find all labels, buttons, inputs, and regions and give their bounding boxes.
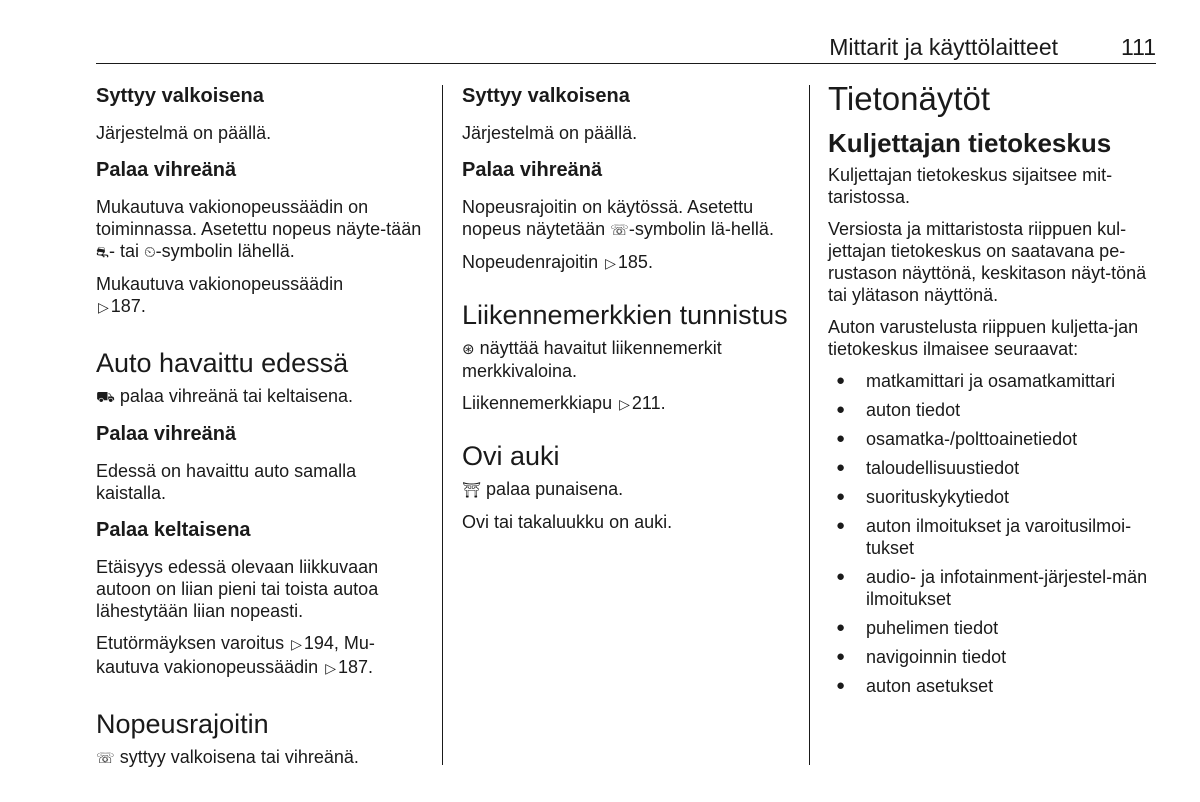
paragraph: Järjestelmä on päällä. (462, 123, 638, 143)
text: Liikennemerkkiapu (462, 393, 613, 413)
section-heading: Nopeusrajoitin (96, 709, 269, 739)
arrow-icon: ▷ (291, 637, 302, 653)
paragraph: Järjestelmä on päällä. (96, 123, 272, 143)
column-1 (96, 84, 426, 779)
subheading: Palaa vihreänä (96, 423, 237, 445)
text: Etutörmäyksen varoitus (96, 633, 285, 653)
paragraph (462, 196, 792, 241)
text: palaa punaisena. (481, 479, 624, 499)
text: 194, Mu-kautuva vakionopeussäädin (96, 633, 375, 677)
section-heading: Auto havaittu edessä (96, 348, 349, 378)
chapter-heading: Tietonäytöt (828, 80, 991, 117)
paragraph (462, 478, 792, 501)
text: -symbolin lä-hellä. (628, 219, 774, 239)
page-reference[interactable]: 187. (337, 657, 374, 677)
text: Mukautuva vakionopeussäädin on toiminnassa. Asetettu nopeus näyte-tään (96, 197, 422, 239)
paragraph: Etäisyys edessä olevaan liikkuvaan autoon on liian pieni tai toista autoa lähestytään liian nopeasti. (96, 557, 379, 621)
list-item: ● puhelimen tiedot (828, 617, 1158, 639)
text: Mukautuva vakionopeussäädin (96, 274, 344, 294)
paragraph (96, 273, 426, 319)
list-item: ● auton tiedot (828, 399, 1158, 421)
paragraph: Auton varustelusta riippuen kuljetta-jan tietokeskus ilmaisee seuraavat: (828, 317, 1139, 359)
page-reference[interactable]: 185. (617, 252, 653, 272)
paragraph: Kuljettajan tietokeskus sijaitsee mit-taristossa. (828, 165, 1113, 207)
speed-limiter-icon: ☏ (96, 749, 115, 767)
page-number: 111 (1121, 34, 1156, 60)
paragraph (462, 392, 792, 416)
paragraph (462, 337, 792, 382)
bullet-list (828, 370, 1158, 697)
page-reference[interactable]: 187. (110, 296, 146, 316)
text: palaa vihreänä tai keltaisena. (114, 386, 354, 406)
subheading: Palaa vihreänä (462, 159, 603, 181)
car-icon: ⛟ (96, 388, 115, 406)
text: näyttää havaitut liikennemerkit merkkivaloina. (462, 338, 722, 381)
text: -symbolin lähellä. (155, 241, 295, 261)
list-item: ● audio- ja infotainment-järjestel-män ilmoitukset (828, 566, 1158, 610)
arrow-icon: ▷ (325, 661, 336, 677)
list-item: ● suorituskykytiedot (828, 486, 1158, 508)
paragraph (96, 746, 426, 769)
text: syttyy valkoisena tai vihreänä. (114, 747, 359, 767)
traffic-sign-icon: ⊛ (462, 340, 475, 358)
paragraph (462, 251, 792, 275)
column-3 (828, 80, 1158, 704)
paragraph: Versiosta ja mittaristosta riippuen kul-jettajan tietokeskus on saatavana pe-rustason näyttönä, keskitason näyt-tönä tai ylätason näyttönä. (828, 219, 1147, 305)
list-item: ● navigoinnin tiedot (828, 646, 1158, 668)
header-title: Mittarit ja käyttölaitteet (829, 34, 1058, 60)
acc-icon: ⛐ (96, 243, 109, 261)
door-open-icon: ⛩ (462, 481, 482, 499)
subheading: Palaa vihreänä (96, 159, 237, 181)
header-rule (96, 63, 1156, 64)
list-item: ● taloudellisuustiedot (828, 457, 1158, 479)
paragraph: Edessä on havaittu auto samalla kaistalla. (96, 461, 357, 503)
column-divider-1 (442, 85, 443, 765)
text: Nopeudenrajoitin (462, 252, 599, 272)
section-heading: Liikennemerkkien tunnistus (462, 300, 788, 330)
paragraph (96, 632, 426, 680)
speed-limiter-icon: ☏ (610, 221, 629, 239)
text: - tai (108, 241, 144, 261)
text: Nopeusrajoitin on käytössä. Asetettu nopeus näytetään (462, 197, 754, 239)
page-reference[interactable]: 211. (631, 393, 666, 413)
list-item: ● osamatka-/polttoainetiedot (828, 428, 1158, 450)
arrow-icon: ▷ (98, 300, 109, 316)
subheading: Syttyy valkoisena (462, 85, 630, 107)
list-item: ● auton asetukset (828, 675, 1158, 697)
acc-icon: ⏲ (143, 243, 156, 261)
list-item: ● auton ilmoitukset ja varoitusilmoi-tukset (828, 515, 1158, 559)
section-heading: Ovi auki (462, 441, 560, 471)
list-item: ● matkamittari ja osamatkamittari (828, 370, 1158, 392)
chapter-subheading: Kuljettajan tietokeskus (828, 128, 1112, 158)
arrow-icon: ▷ (619, 397, 630, 413)
column-2 (462, 84, 792, 543)
column-divider-2 (809, 85, 810, 765)
paragraph (96, 196, 426, 263)
subheading: Palaa keltaisena (96, 519, 251, 541)
paragraph (96, 385, 426, 408)
arrow-icon: ▷ (605, 256, 616, 272)
paragraph: Ovi tai takaluukku on auki. (462, 512, 673, 532)
subheading: Syttyy valkoisena (96, 85, 264, 107)
